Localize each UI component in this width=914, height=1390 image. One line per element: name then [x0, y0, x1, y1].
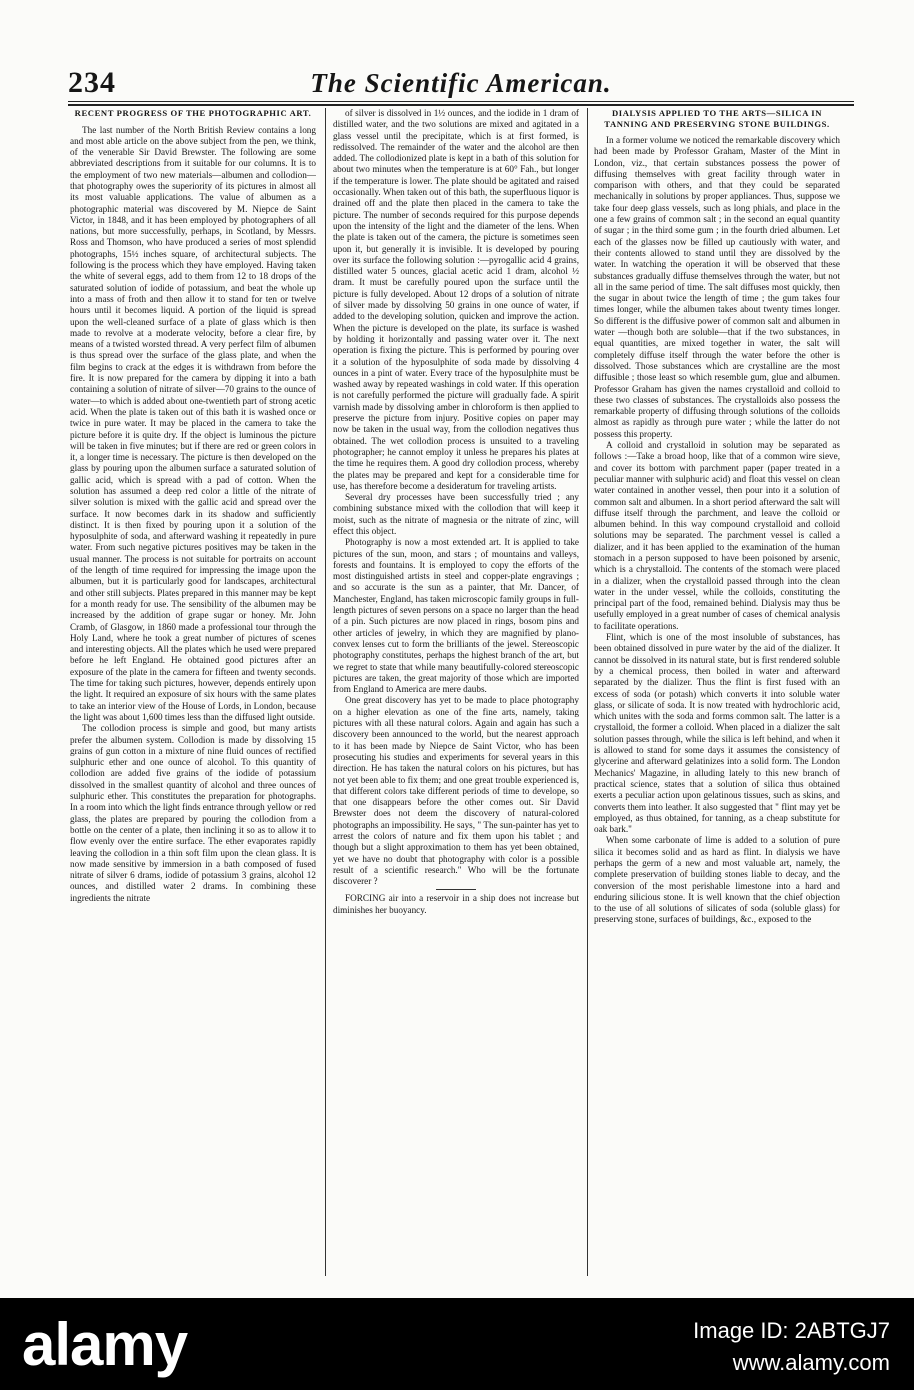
article-paragraph: of silver is dissolved in 1½ ounces, and the iodide in 1 dram of distilled water, and the two solutions are mixed and agitated in a glass vessel until the precipitate, which is at first formed, is redissolved. The remainder of the water and the alcohol are then added. The collodionized plate is kept in a bath of this solution for about two minutes when the temperature is at 60° Fah., but longer if the temperature is lower. The plate should be agitated and raised occasionally. When taken out of this bath, the superfluous liquor is drained off and the plate then placed in the camera to take the picture. The number of seconds required for this purpose depends upon the intensity of the light and the diameter of the lens. When the plate is taken out of the camera, the picture is sometimes seen upon it, but generally it is invisible. It is developed by pouring over its surface the following solution :—pyrogallic acid 4 grains, distilled water 5 ounces, glacial acetic acid 1 dram, alcohol ½ dram. It must be carefully poured upon the surface until the picture is fully developed. About 12 drops of a solution of nitrate of silver made by dissolving 50 grains in one ounce of water, if added to the developing solution, quicken and improve the action. When the picture is developed on the plate, its surface is washed by holding it horizontally and passing water over it. The next operation is fixing the picture. This is performed by pouring over it a solution of the hyposulphite of soda made by dissolving 4 ounces in a pint of water. Every trace of the hyposulphite must be washed away by repeated washings in cold water. If this operation is not carefully performed the picture will gradually fade. A spirit varnish made by dissolving amber in chloroform is then applied to preserve the picture from injury. Positive copies on paper may now be taken in the usual way, from the collodion negatives thus obtained. The wet collodion process is unsuited to a traveling photographer; he cannot employ it unless he prepares his plates at the time he requires them. A good dry collodion process, whereby the plates may be prepared and kept for a considerable time for use, has therefore become a desideratum for traveling artists. — [333, 108, 579, 491]
column-divider — [587, 108, 588, 1276]
column-divider — [325, 108, 326, 1276]
article-paragraph: In a former volume we noticed the remarkable discovery which had been made by Professor Graham, Master of the Mint in London, viz., that certain substances possess the power of diffusing themselves with great facility through water in comparison with others, and that they could be separated mechanically in solutions by proper appliances. Thus, suppose we take four deep glass vessels, such as long phials, and place in the one a few grains of common salt ; in the second an equal quantity of sugar ; in the third some gum ; in the fourth dried albumen. Let each of the glasses now be filled up cautiously with water, and their contents allowed to stand until they are dissolved by the water. In watching the operation it will be observed that these substances gradually diffuse themselves through the water, but not all in the same period of time. The salt diffuses most quickly, then the sugar in about twice the length of time ; the gum takes four times longer, while the albumen takes about twenty times longer. So different is the diffusive power of common salt and albumen in water —though both are soluble—that if the two substances, in equal quantities, are mixed together in water, the salt will completely diffuse itself through the water before the other is dissolved. Those substances which are crystalline are the most diffusible ; those least so which resemble gum, glue and albumen. Professor Graham has given the names crystalloid and colloid to these two classes of substances. The crystalloids also possess the remarkable property of diffusing through solutions of the colloids almost as rapidly as through pure water ; while the latter do not possess this property. — [594, 135, 840, 439]
article-paragraph: A colloid and crystalloid in solution may be separated as follows :—Take a broad hoop, like that of a common wire sieve, and cover its bottom with parchment paper (paper treated in a peculiar manner with sulphuric acid) and float this vessel on clean water contained in another vessel, then pour into it a solution of common salt and albumen. In a short period afterward the salt will diffuse itself through the parchment, and leave the colloid or albumen behind. In this way compound crystalloid and colloid solutions may be separated. The parchment vessel is called a dializer, and it has been applied to the examination of the human stomach in a person supposed to have been poisoned by arsenic, which is a chrystalloid. The contents of the stomach were placed in a dializer, when the crystalloid passed through into the clean water in the under vessel, while the colloids, constituting the principal part of the food, remained behind. Dialysis may thus be usefully employed in a great number of cases of chemical analysis to facilitate operations. — [594, 440, 840, 631]
article-paragraph: Photography is now a most extended art. It is applied to take pictures of the sun, moon, and stars ; of mountains and valleys, forests and fountains. It is employed to copy the efforts of the most distinguished artists in steel and copper-plate engravings ; and so accurate is the sun as a painter, that Mr. Dancer, of Manchester, England, has taken microscopic family groups in full-length pictures of seven persons on a space no larger than the head of a pin. Such pictures are now placed in rings, bosom pins and other articles of jewelry, in which they are magnified by plano-convex lenses cut to form the brilliants of the jewel. Stereoscopic photography constitutes, perhaps the highest branch of the art, but we regret to state that while many beautifully-colored stereoscopic pictures are taken, the great majority of those which are imported from England to America are mere daubs. — [333, 537, 579, 695]
article-paragraph: One great discovery has yet to be made to place photography on a higher elevation as one of the fine arts, namely, taking pictures with all these natural colors. Again and again has such a discovery been announced to the world, but the nearest approach to it has been made by Niepce de Saint Victor, who has been prosecuting his studies and experiments for several years in this direction. He has taken the natural colors on his pictures, but has not yet been able to fix them; and one great trouble experienced is, that different colors take different periods of time to develope, so that one disappears before the other comes out. Sir David Brewster does not deem the discovery of natural-colored photographs an impossibility. He says, " The sun-painter has yet to arrest the colors of nature and fix them upon his tablet ; and though but a slight approximation to them has yet been obtained, yet we have no doubt that photography with color is a possible result of a scientific research." Who will be the fortunate discoverer ? — [333, 695, 579, 887]
masthead-title: The Scientific American. — [310, 68, 612, 98]
section-divider — [436, 889, 476, 890]
column-3 — [594, 108, 840, 1278]
column-2 — [333, 108, 579, 1278]
watermark-banner — [0, 1298, 914, 1390]
article-paragraph: Several dry processes have been successfully tried ; any combining substance mixed with the collodion that will keep it moist, such as the nitrate of magnesia or the nitrate of zinc, will effect this object. — [333, 492, 579, 536]
site-url: www.alamy.com — [732, 1350, 890, 1375]
article-paragraph: Flint, which is one of the most insoluble of substances, has been obtained dissolved in pure water by the aid of the dializer. It cannot be dissolved in its natural state, but is first rendered soluble by a chemical process, then boiled in water and afterward separated by the dializer. Thus the flint is first fused with an excess of soda (or potash) which converts it into soluble water glass, or silicate of soda. It is now treated with hydrochloric acid, which unites with the soda and forms common salt. The latter is a crystalloid, the former a colloid. When placed in a dializer the salt solution passes through, while the silica is left behind, and when it is allowed to stand for some days it assumes the consistency of glycerine and afterward gelatinizes into a solid form. The London Mechanics' Magazine, in alluding lately to this new branch of practical science, states that a solution of silica thus obtained exerts a peculiar action upon gelatinous tissues, such as skins, and converts them into leather. It also suggested that " flint may yet be employed, as thus obtained, for tanning, as a cheap substitute for oak bark." — [594, 632, 840, 835]
header-rule — [68, 101, 854, 102]
article-title-dialysis: DIALYSIS APPLIED TO THE ARTS—SILICA IN TANNING AND PRESERVING STONE BUILDINGS. — [604, 108, 830, 129]
brand-logo: alamy — [22, 1311, 188, 1378]
page-header — [68, 66, 854, 102]
column-1 — [70, 108, 316, 1278]
article-paragraph: The collodion process is simple and good, but many artists prefer the albumen system. Collodion is made by dissolving 15 grains of gun cotton in a mixture of nine fluid ounces of rectified sulphuric ether and one ounce of alcohol. To this quantity of collodion are added five grains of the iodide of potassium dissolved in the smallest quantity of alcohol and three ounces of sulphuric ether. This constitutes the preparation for photographs. In a room into which the light finds entrance through yellow or red glass, the plates are prepared by pouring the collodion from a bottle on the center of a plate, then inclining it so as to allow it to flow evenly over the entire surface. The ether evaporates rapidly leaving the collodion in a thin soft film upon the clean glass. It is now made sensitive by immersion in a bath composed of fused nitrate of silver 6 drams, iodide of potassium 3 grains, alcohol 12 ounces, and distilled water 2 drams. In combining these ingredients the nitrate — [70, 723, 316, 903]
image-id-label: Image ID: 2ABTGJ7 — [693, 1318, 890, 1343]
article-paragraph: The last number of the North British Review contains a long and most able article on the above subject from the pen, we think, of the venerable Sir David Brewster. The following are some abbreviated descriptions from it suitable for our columns. It is to the employment of two new materials—albumen and collodion—that photography owes the superiority of its pictures in almost all its most valuable applications. The value of albumen as a photographic material was discovered by M. Niepce de Saint Victor, in 1848, and it has been employed by photographers of all nations, but more successfully, perhaps, in Scotland, by Messrs. Ross and Thomson, who have produced a series of most splendid photographs, 15½ inches square, of architectural subjects. The following is the process which they have employed. Having taken the white of several eggs, add to them from 12 to 18 drops of the saturated solution of iodide of potassium, and beat the whole up into a mass of froth and then allow it to stand for ten or twelve hours until it becomes liquid. A portion of the liquid is spread upon the well-cleaned surface of a plate of glass which is then made to revolve at a moderate velocity, before a clear fire, by means of a twisted worsted thread. A very perfect film of albumen is thus spread over the surface of the glass plate, and when the film begins to crack at the edges it is withdrawn from before the fire. It is now prepared for the camera by dipping it into a bath containing a solution of nitrate of silver—70 grains to the ounce of water—to which is added about one-twentieth part of strong acetic acid. When the plate is taken out of this bath it is washed once or twice in pure water. It may be placed in the camera to take the picture before it is quite dry. If the object is luminous the picture will be taken in five minutes; but if there are red or green colors in it, a longer time is necessary. The picture is then developed on the glass by pouring upon the albumen surface a saturated solution of gallic acid, which is spread with a pad of cotton. When the solution has assumed a deep red color a little of the nitrate of silver solution is mixed with the gallic acid and spread over the surface. It now becomes dark in its shadow and sufficiently distinct. It is then fixed by pouring upon it a solution of the hyposulphite of soda, and afterward washing it repeatedly in pure water. From such negative pictures positives may be taken in the usual manner. The process is not suitable for portraits on account of the length of time required for impressing the image upon the albumen, but it is particularly good for landscapes, architectural and other still subjects. Plates prepared in this manner may be kept for a month ready for use. The sensibility of the albumen may be increased by the addition of grape sugar or honey. Mr. John Cramb, of Glasgow, in 1860 made a professional tour through the Holy Land, where he took a great number of pictures of scenes and interesting objects. All the plates which he used were prepared before he left England. He obtained good pictures after an exposure of the plate in the camera for fifteen and twenty seconds. The time for taking such pictures, however, depends entirely upon the light. It required an exposure of six hours with the same plates to take an interior view of the House of Lords, in London, because the light was about 1,600 times less than the diffused light outside. — [70, 124, 316, 722]
article-title-photographic-art: RECENT PROGRESS OF THE PHOTOGRAPHIC ART. — [74, 108, 312, 118]
article-paragraph: When some carbonate of lime is added to a solution of pure silica it becomes solid and as hard as flint. In dialysis we have perhaps the germ of a new and most valuable art, namely, the complete preservation of building stones liable to decay, and the conversion of the most perishable limestone into a hard and enduring silicious stone. It is well known that the chief objection to the use of all solutions of silicates of soda (soluble glass) for preserving stone, surfaces of buildings, &c., exposed to the — [594, 835, 840, 925]
header-rule-thick — [68, 104, 854, 106]
page-number: 234 — [68, 66, 116, 99]
short-note: FORCING air into a reservoir in a ship does not increase but diminishes her buoyancy. — [333, 893, 579, 915]
